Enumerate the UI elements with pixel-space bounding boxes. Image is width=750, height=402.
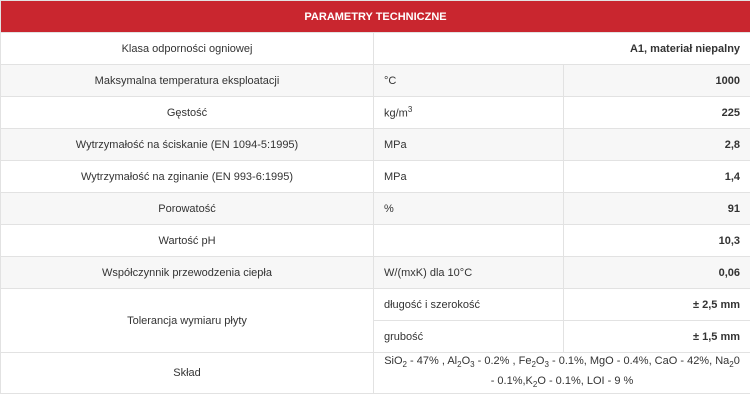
table-row [1,161,750,193]
param-unit: % [374,193,564,225]
subscript: 2 [402,360,407,370]
subscript: 2 [457,360,462,370]
param-unit: MPa [374,161,564,193]
composition-value [374,353,750,394]
param-unit: MPa [374,129,564,161]
subscript: 3 [470,360,475,370]
param-name: Wytrzymałość na ściskanie (EN 1094-5:1995) [1,129,374,161]
param-name: Współczynnik przewodzenia ciepła [1,257,374,289]
subscript: 2 [532,380,538,390]
composition-text: 0 - 0.1%,K [490,355,740,388]
table-row [1,65,750,97]
param-name: Tolerancja wymiaru płyty [1,289,374,353]
param-unit: długość i szerokość [374,289,564,321]
table-row [1,97,750,129]
table-row [1,353,750,394]
param-value: ± 2,5 mm [564,289,750,321]
param-name: Wytrzymałość na zginanie (EN 993-6:1995) [1,161,374,193]
param-name: Maksymalna temperatura eksploatacji [1,65,374,97]
param-unit [374,97,564,129]
param-value: 2,8 [564,129,750,161]
param-value: 0,06 [564,257,750,289]
param-unit: °C [374,65,564,97]
table-row [1,129,750,161]
table-row [1,289,750,321]
unit-superscript: 3 [407,105,413,115]
table-row [1,193,750,225]
table-row [1,257,750,289]
param-unit [374,225,564,257]
param-name: Porowatość [1,193,374,225]
param-name: Skład [1,353,374,394]
param-unit: W/(mxK) dla 10°C [374,257,564,289]
composition-text: SiO [384,355,403,367]
param-value: 1000 [564,65,750,97]
param-value: 225 [564,97,750,129]
composition-text: - 0.1%, MgO - 0.4%, CaO - 42%, Na [548,355,730,367]
table-title: PARAMETRY TECHNICZNE [1,1,750,33]
param-name: Wartość pH [1,225,374,257]
composition-text: O [461,355,471,367]
subscript: 2 [531,360,536,370]
param-value: 10,3 [564,225,750,257]
param-value: 91 [564,193,750,225]
unit-base: kg/m [384,107,408,120]
table-row [1,33,750,65]
param-name: Gęstość [1,97,374,129]
param-value: 1,4 [564,161,750,193]
param-name: Klasa odporności ogniowej [1,33,374,65]
param-value: ± 1,5 mm [564,321,750,353]
param-unit: grubość [374,321,564,353]
composition-text: - 47% , Al [406,355,458,367]
composition-text: - 0.2% , Fe [474,355,532,367]
composition-text: O [535,355,545,367]
table-row [1,225,750,257]
param-value: A1, materiał niepalny [374,33,750,65]
composition-text: O - 0.1%, LOI - 9 % [537,375,634,388]
subscript: 3 [544,360,549,370]
subscript: 2 [729,360,734,370]
